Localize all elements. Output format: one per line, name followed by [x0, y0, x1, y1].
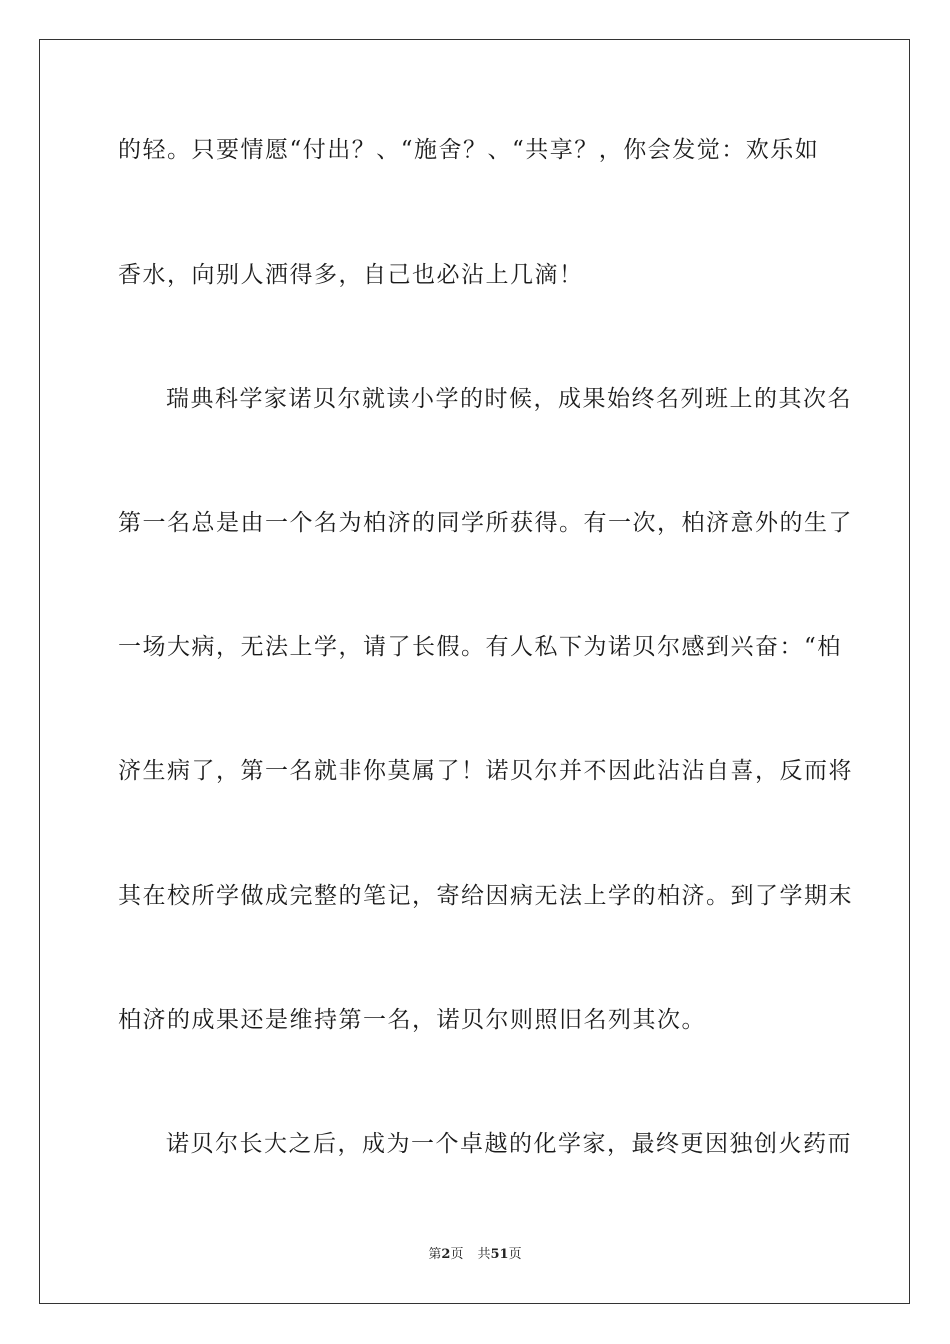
footer-page-number: 2 — [441, 1247, 451, 1262]
body-line-2: 香水，向别人洒得多，自己也必沾上几滴！ — [118, 262, 584, 288]
footer-total-prefix: 共 — [477, 1247, 491, 1262]
body-line-3: 瑞典科学家诺贝尔就读小学的时候，成果始终名列班上的其次名 — [166, 386, 852, 412]
body-line-9: 诺贝尔长大之后，成为一个卓越的化学家，最终更因独创火药而 — [166, 1131, 852, 1157]
page-footer — [0, 1246, 950, 1264]
body-line-1: 的轻。只要情愿“付出？、“施舍？、“共享？，你会发觉：欢乐如 — [118, 137, 820, 163]
footer-page-suffix: 页 — [450, 1247, 464, 1262]
body-line-6: 济生病了，第一名就非你莫属了！诺贝尔并不因此沾沾自喜，反而将 — [118, 758, 853, 784]
body-line-8: 柏济的成果还是维持第一名，诺贝尔则照旧名列其次。 — [118, 1007, 706, 1033]
footer-total-pages: 51 — [490, 1247, 509, 1262]
footer-page-prefix: 第 — [428, 1247, 442, 1262]
page-border — [39, 39, 910, 1304]
body-line-4: 第一名总是由一个名为柏济的同学所获得。有一次，柏济意外的生了 — [118, 510, 853, 536]
body-line-7: 其在校所学做成完整的笔记，寄给因病无法上学的柏济。到了学期末 — [118, 883, 853, 909]
footer-total-suffix: 页 — [508, 1247, 522, 1262]
body-line-5: 一场大病，无法上学，请了长假。有人私下为诺贝尔感到兴奋：“柏 — [118, 634, 842, 660]
